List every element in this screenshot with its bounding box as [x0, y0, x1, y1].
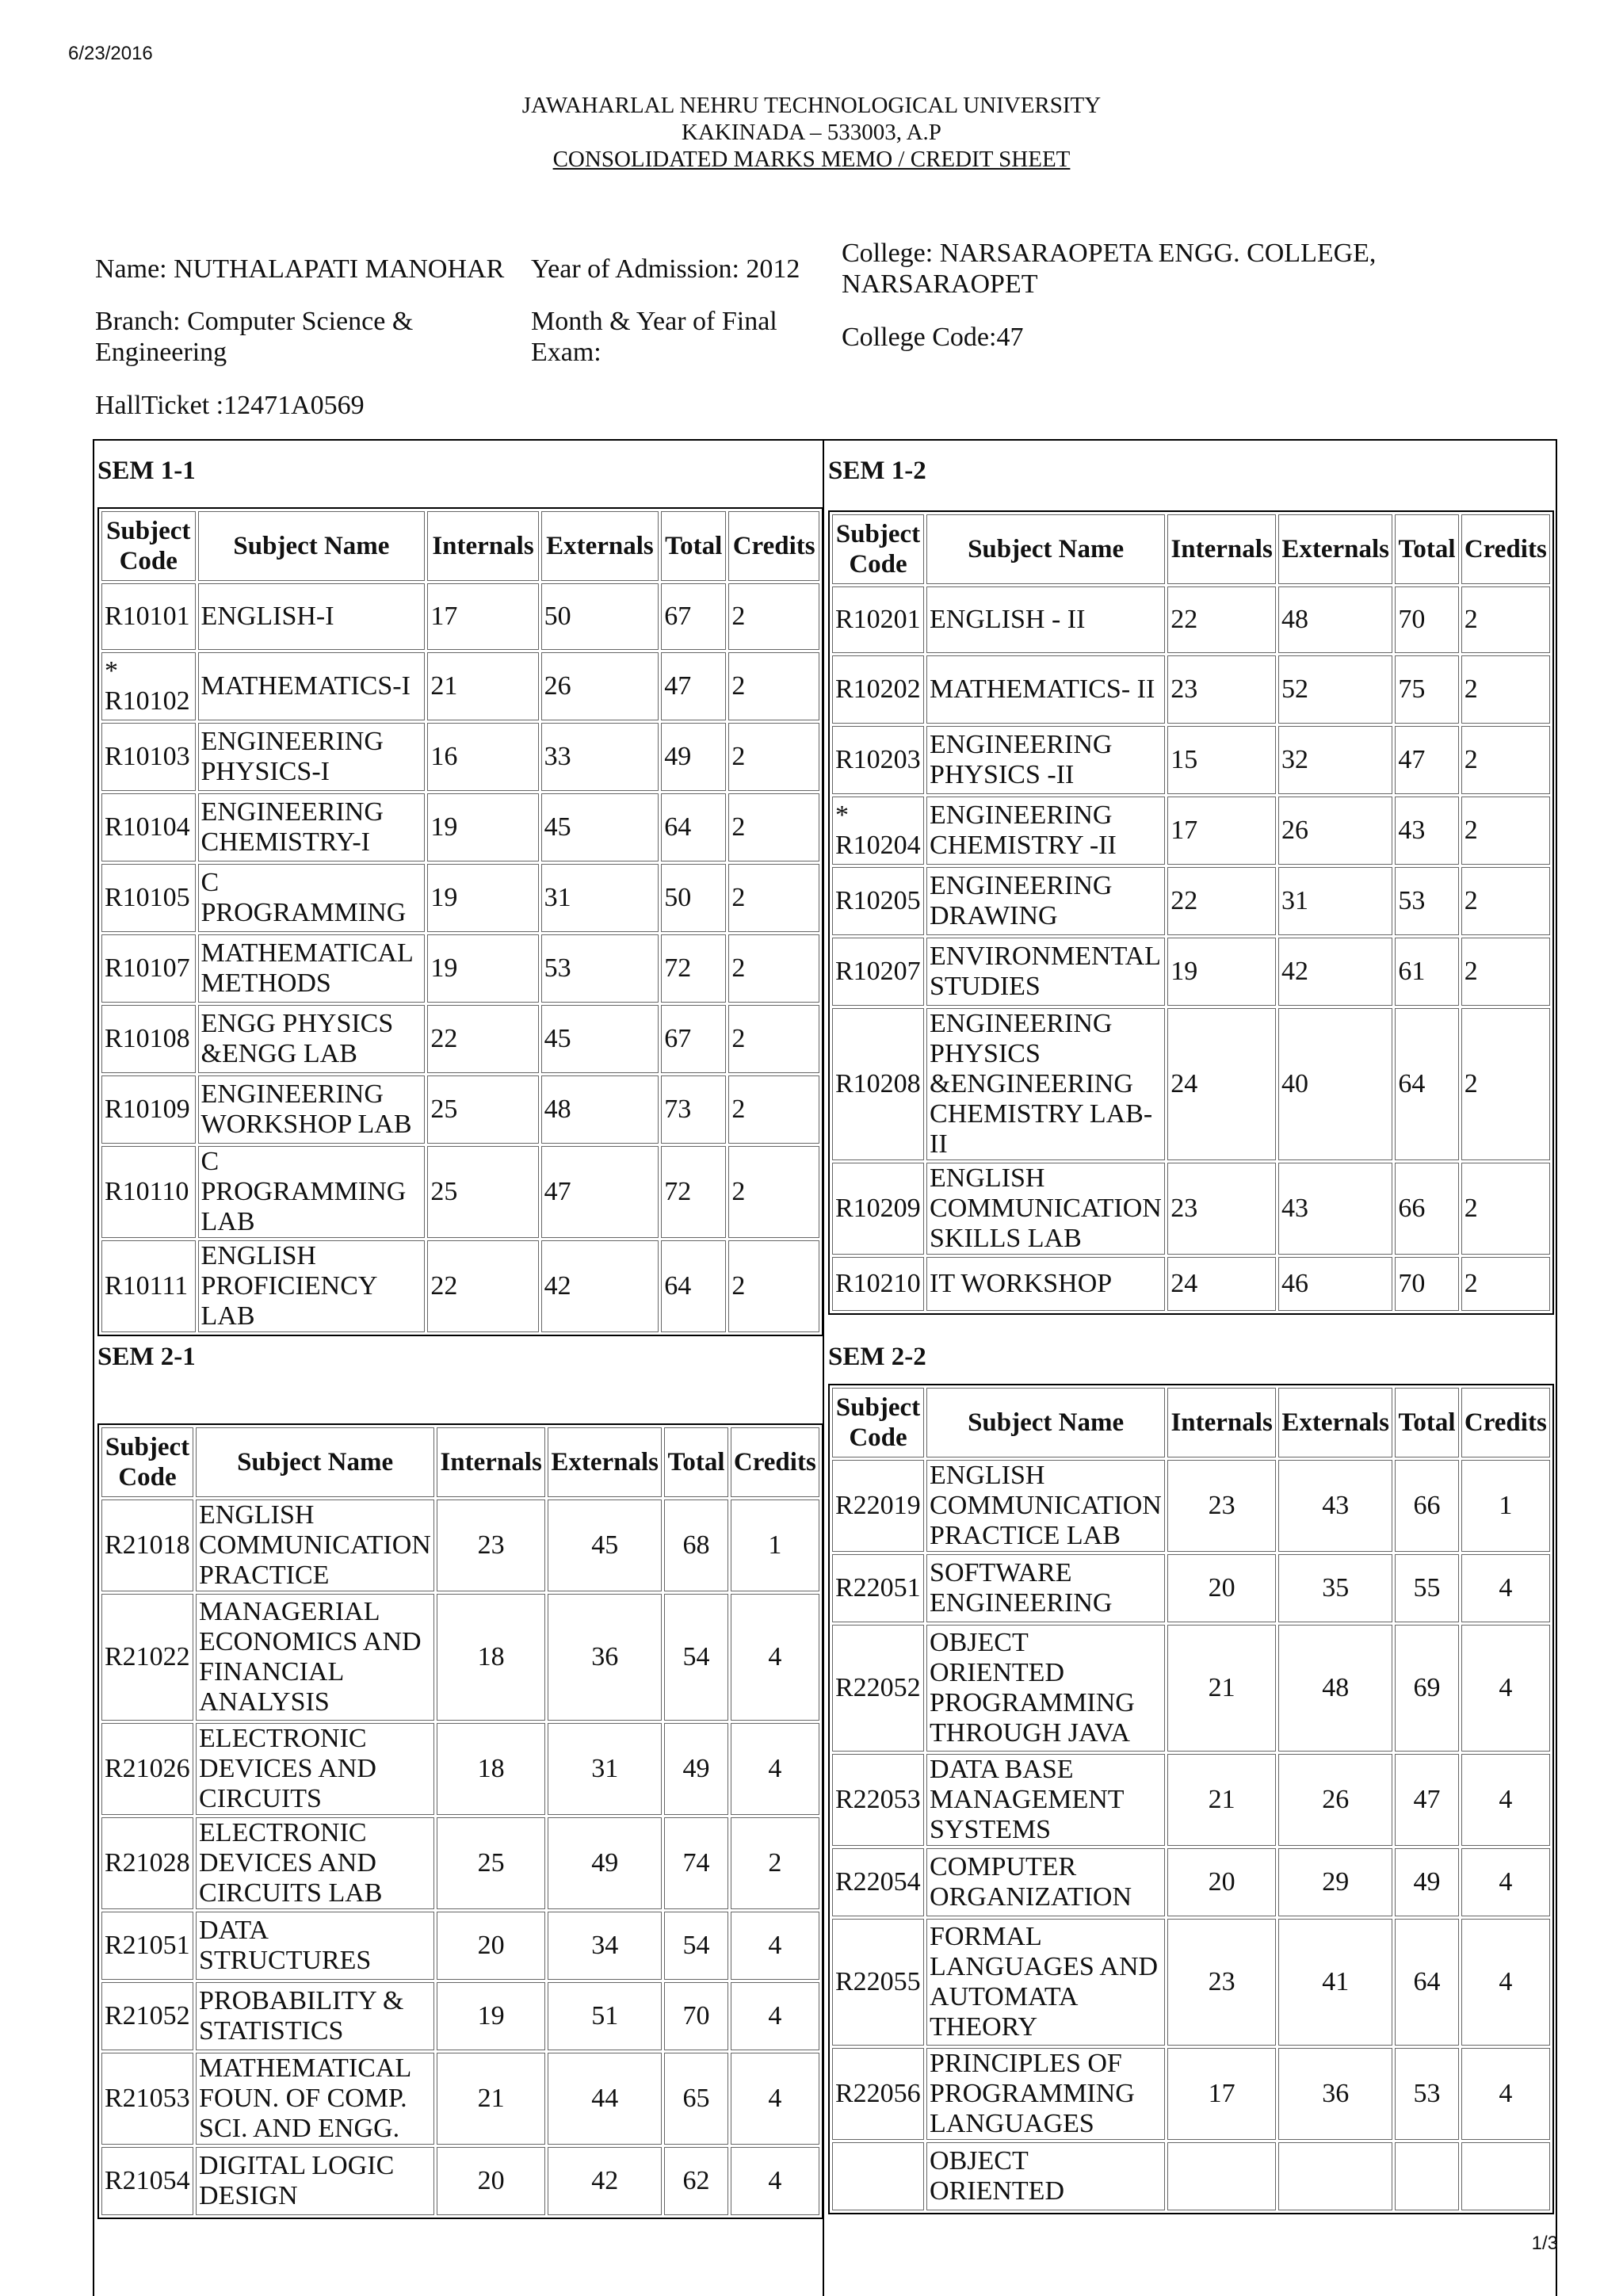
externals: 44: [548, 2053, 662, 2145]
table-row: [101, 1817, 819, 1909]
total: 50: [661, 864, 726, 932]
subject-code: R21051: [101, 1912, 193, 1980]
credits: 2: [728, 583, 819, 650]
column-header: Subject Name: [196, 1427, 434, 1497]
credits: 1: [1461, 1460, 1550, 1552]
externals: 36: [548, 1594, 662, 1721]
university-name: JAWAHARLAL NEHRU TECHNOLOGICAL UNIVERSITY: [521, 93, 1102, 118]
table-row: [832, 586, 1550, 653]
table-row: [832, 1554, 1550, 1622]
table-row: [832, 655, 1550, 724]
externals: 45: [541, 793, 659, 861]
subject-name: OBJECT ORIENTED: [926, 2142, 1165, 2210]
table-row: [832, 1919, 1550, 2046]
internals: 21: [427, 652, 538, 720]
credits: 4: [1461, 1625, 1550, 1752]
total: 64: [661, 1240, 726, 1332]
total: 61: [1395, 938, 1458, 1006]
internals: [1167, 2142, 1276, 2210]
externals: 48: [1278, 586, 1392, 653]
total: 70: [1395, 586, 1458, 653]
total: 49: [1395, 1848, 1458, 1916]
internals: 23: [1167, 1460, 1276, 1552]
subject-code: R22051: [832, 1554, 924, 1622]
externals: 50: [541, 583, 659, 650]
externals: 46: [1278, 1257, 1392, 1311]
subject-code: R10203: [832, 726, 924, 794]
subject-name: DATA BASE MANAGEMENT SYSTEMS: [926, 1754, 1165, 1846]
semester-title: SEM 2-2: [828, 1343, 926, 1371]
total: 47: [661, 652, 726, 720]
table-row: [832, 1008, 1550, 1160]
table-row: [832, 1754, 1550, 1846]
subject-name: ENGLISH-I: [198, 583, 426, 650]
subject-code: R10105: [101, 864, 196, 932]
subject-code: R21053: [101, 2053, 193, 2145]
internals: 20: [437, 1912, 545, 1980]
externals: 45: [541, 1005, 659, 1073]
marks-table: [828, 1384, 1554, 2214]
table-row: [832, 938, 1550, 1006]
internals: 22: [1167, 586, 1276, 653]
page-number: 1/3: [1531, 2233, 1558, 2254]
subject-code: R22056: [832, 2048, 924, 2140]
externals: 48: [1278, 1625, 1392, 1752]
subject-name: ENGLISH COMMUNICATION PRACTICE: [196, 1499, 434, 1591]
column-header: Externals: [548, 1427, 662, 1497]
subject-code: * R10102: [101, 652, 196, 720]
total: 49: [664, 1723, 727, 1815]
internals: 19: [427, 934, 538, 1003]
credits: 2: [1461, 1257, 1550, 1311]
credits: 4: [731, 2147, 819, 2215]
internals: 18: [437, 1723, 545, 1815]
total: 54: [664, 1594, 727, 1721]
total: 65: [664, 2053, 727, 2145]
subject-name: ENGINEERING PHYSICS-I: [198, 723, 426, 791]
total: 64: [1395, 1008, 1458, 1160]
subject-name: MATHEMATICAL FOUN. OF COMP. SCI. AND ENGG.: [196, 2053, 434, 2145]
column-header: Subject Code: [101, 511, 196, 581]
subject-code: R22054: [832, 1848, 924, 1916]
table-row: [101, 2053, 819, 2145]
column-header: Credits: [728, 511, 819, 581]
subject-name: ENGLISH PROFICIENCY LAB: [198, 1240, 426, 1332]
externals: 42: [1278, 938, 1392, 1006]
credits: 2: [731, 1817, 819, 1909]
subject-code: R21028: [101, 1817, 193, 1909]
subject-code: R21018: [101, 1499, 193, 1591]
subject-code: R10202: [832, 655, 924, 724]
subject-code: R10108: [101, 1005, 196, 1073]
subject-name: C PROGRAMMING: [198, 864, 426, 932]
print-date: 6/23/2016: [68, 43, 153, 64]
credits: 4: [731, 1982, 819, 2050]
externals: 40: [1278, 1008, 1392, 1160]
internals: 25: [437, 1817, 545, 1909]
total: 70: [664, 1982, 727, 2050]
total: 49: [661, 723, 726, 791]
externals: 35: [1278, 1554, 1392, 1622]
table-row: [101, 1912, 819, 1980]
subject-code: R10109: [101, 1075, 196, 1144]
credits: 2: [728, 1075, 819, 1144]
internals: 19: [427, 864, 538, 932]
column-header: Credits: [731, 1427, 819, 1497]
table-row: [101, 1240, 819, 1332]
table-row: [832, 1625, 1550, 1752]
internals: 20: [1167, 1848, 1276, 1916]
hallticket: HallTicket :12471A0569: [95, 391, 365, 420]
internals: 23: [437, 1499, 545, 1591]
credits: 2: [728, 723, 819, 791]
credits: 4: [1461, 1848, 1550, 1916]
table-row: [101, 1723, 819, 1815]
subject-name: ENGLISH COMMUNICATION SKILLS LAB: [926, 1163, 1165, 1255]
total: 54: [664, 1912, 727, 1980]
table-row: [832, 1257, 1550, 1311]
subject-code: R10103: [101, 723, 196, 791]
total: 73: [661, 1075, 726, 1144]
subject-code: R21026: [101, 1723, 193, 1815]
subject-name: ENGINEERING PHYSICS -II: [926, 726, 1165, 794]
subject-code: R21052: [101, 1982, 193, 2050]
subject-name: SOFTWARE ENGINEERING: [926, 1554, 1165, 1622]
externals: 47: [541, 1146, 659, 1238]
subject-code: R21022: [101, 1594, 193, 1721]
externals: 53: [541, 934, 659, 1003]
subject-name: MATHEMATICS- II: [926, 655, 1165, 724]
table-row: [101, 1499, 819, 1591]
table-row: [832, 726, 1550, 794]
subject-name: ENGG PHYSICS &ENGG LAB: [198, 1005, 426, 1073]
table-row: [101, 583, 819, 650]
internals: 17: [427, 583, 538, 650]
externals: 36: [1278, 2048, 1392, 2140]
table-row: [101, 1075, 819, 1144]
credits: 4: [1461, 1754, 1550, 1846]
column-header: Externals: [1278, 514, 1392, 584]
subject-name: ENGLISH COMMUNICATION PRACTICE LAB: [926, 1460, 1165, 1552]
table-row: [832, 1460, 1550, 1552]
internals: 15: [1167, 726, 1276, 794]
externals: 41: [1278, 1919, 1392, 2046]
total: 47: [1395, 726, 1458, 794]
credits: 2: [1461, 1008, 1550, 1160]
college-name: College: NARSARAOPETA ENGG. COLLEGE, NARSARAOPET: [842, 239, 1377, 299]
table-row: [832, 2142, 1550, 2210]
semester-title: SEM 1-1: [97, 457, 196, 485]
table-row: [101, 793, 819, 861]
total: 53: [1395, 867, 1458, 935]
credits: 2: [728, 1240, 819, 1332]
table-row: [101, 723, 819, 791]
credits: 2: [1461, 867, 1550, 935]
subject-code: R22019: [832, 1460, 924, 1552]
table-row: [832, 2048, 1550, 2140]
internals: 19: [437, 1982, 545, 2050]
credits: 4: [1461, 1919, 1550, 2046]
subject-name: PRINCIPLES OF PROGRAMMING LANGUAGES: [926, 2048, 1165, 2140]
table-row: [101, 1594, 819, 1721]
credits: [1461, 2142, 1550, 2210]
subject-code: R22053: [832, 1754, 924, 1846]
subject-code: R10208: [832, 1008, 924, 1160]
memo-title: CONSOLIDATED MARKS MEMO / CREDIT SHEET: [552, 147, 1071, 172]
total: 74: [664, 1817, 727, 1909]
table-row: [832, 1163, 1550, 1255]
total: 55: [1395, 1554, 1458, 1622]
column-header: Subject Name: [926, 1388, 1165, 1457]
credits: 4: [731, 1594, 819, 1721]
table-row: [101, 2147, 819, 2215]
subject-code: R22052: [832, 1625, 924, 1752]
subject-name: MATHEMATICAL METHODS: [198, 934, 426, 1003]
internals: 24: [1167, 1008, 1276, 1160]
semester-title: SEM 1-2: [828, 457, 926, 485]
credits: 2: [1461, 938, 1550, 1006]
internals: 20: [437, 2147, 545, 2215]
column-header: Externals: [1278, 1388, 1392, 1457]
subject-name: ENGINEERING DRAWING: [926, 867, 1165, 935]
semester-title: SEM 2-1: [97, 1343, 196, 1371]
subject-name: ENVIRONMENTAL STUDIES: [926, 938, 1165, 1006]
total: 70: [1395, 1257, 1458, 1311]
internals: 25: [427, 1075, 538, 1144]
internals: 23: [1167, 1919, 1276, 2046]
credits: 2: [728, 934, 819, 1003]
credits: 2: [1461, 726, 1550, 794]
internals: 20: [1167, 1554, 1276, 1622]
subject-name: DIGITAL LOGIC DESIGN: [196, 2147, 434, 2215]
externals: 26: [1278, 1754, 1392, 1846]
externals: 26: [541, 652, 659, 720]
internals: 22: [427, 1240, 538, 1332]
externals: 42: [541, 1240, 659, 1332]
externals: 49: [548, 1817, 662, 1909]
marks-table: [97, 507, 823, 1336]
externals: 29: [1278, 1848, 1392, 1916]
total: 69: [1395, 1625, 1458, 1752]
table-row: [101, 864, 819, 932]
column-header: Internals: [427, 511, 538, 581]
student-name: Name: NUTHALAPATI MANOHAR: [95, 254, 505, 284]
total: 43: [1395, 797, 1458, 865]
subject-code: R10209: [832, 1163, 924, 1255]
table-row: [832, 867, 1550, 935]
subject-name: PROBABILITY & STATISTICS: [196, 1982, 434, 2050]
internals: 18: [437, 1594, 545, 1721]
subject-name: C PROGRAMMING LAB: [198, 1146, 426, 1238]
internals: 17: [1167, 797, 1276, 865]
externals: 31: [1278, 867, 1392, 935]
university-address: KAKINADA – 533003, A.P: [682, 120, 941, 145]
subject-name: ELECTRONIC DEVICES AND CIRCUITS LAB: [196, 1817, 434, 1909]
credits: 4: [731, 2053, 819, 2145]
marks-table: [828, 510, 1554, 1315]
subject-code: * R10204: [832, 797, 924, 865]
total: 75: [1395, 655, 1458, 724]
internals: 22: [1167, 867, 1276, 935]
subject-code: R22055: [832, 1919, 924, 2046]
letterhead: [0, 92, 1623, 173]
total: 64: [661, 793, 726, 861]
credits: 2: [728, 864, 819, 932]
externals: 48: [541, 1075, 659, 1144]
total: 62: [664, 2147, 727, 2215]
table-row: [101, 1982, 819, 2050]
subject-name: ENGINEERING CHEMISTRY -II: [926, 797, 1165, 865]
total: 72: [661, 1146, 726, 1238]
internals: 16: [427, 723, 538, 791]
subject-name: MANAGERIAL ECONOMICS AND FINANCIAL ANALYSIS: [196, 1594, 434, 1721]
externals: 31: [548, 1723, 662, 1815]
column-header: Credits: [1461, 1388, 1550, 1457]
externals: 52: [1278, 655, 1392, 724]
subject-code: R10110: [101, 1146, 196, 1238]
externals: 51: [548, 1982, 662, 2050]
credits: 4: [1461, 2048, 1550, 2140]
credits: 2: [1461, 655, 1550, 724]
credits: 2: [1461, 1163, 1550, 1255]
externals: 34: [548, 1912, 662, 1980]
externals: 32: [1278, 726, 1392, 794]
total: 64: [1395, 1919, 1458, 2046]
externals: [1278, 2142, 1392, 2210]
subject-code: R10111: [101, 1240, 196, 1332]
year-of-admission: Year of Admission: 2012: [531, 254, 800, 284]
table-row: [101, 1146, 819, 1238]
internals: 21: [437, 2053, 545, 2145]
table-row: [832, 1848, 1550, 1916]
subject-name: FORMAL LANGUAGES AND AUTOMATA THEORY: [926, 1919, 1165, 2046]
column-header: Internals: [437, 1427, 545, 1497]
total: 66: [1395, 1163, 1458, 1255]
internals: 21: [1167, 1754, 1276, 1846]
total: 72: [661, 934, 726, 1003]
subject-name: ENGLISH - II: [926, 586, 1165, 653]
subject-name: ELECTRONIC DEVICES AND CIRCUITS: [196, 1723, 434, 1815]
column-header: Total: [1395, 514, 1458, 584]
column-header: Subject Code: [832, 514, 924, 584]
externals: 31: [541, 864, 659, 932]
column-header: Subject Name: [198, 511, 426, 581]
subject-name: ENGINEERING WORKSHOP LAB: [198, 1075, 426, 1144]
internals: 19: [427, 793, 538, 861]
credits: 4: [1461, 1554, 1550, 1622]
credits: 4: [731, 1723, 819, 1815]
subject-code: R10201: [832, 586, 924, 653]
total: 53: [1395, 2048, 1458, 2140]
column-header: Subject Code: [832, 1388, 924, 1457]
externals: 43: [1278, 1460, 1392, 1552]
externals: 26: [1278, 797, 1392, 865]
column-header: Total: [664, 1427, 727, 1497]
branch: Branch: Computer Science & Engineering: [95, 307, 414, 367]
credits: 2: [728, 793, 819, 861]
column-header: Total: [1395, 1388, 1458, 1457]
subject-code: R10207: [832, 938, 924, 1006]
internals: 24: [1167, 1257, 1276, 1311]
column-header: Externals: [541, 511, 659, 581]
internals: 25: [427, 1146, 538, 1238]
total: 68: [664, 1499, 727, 1591]
credits: 4: [731, 1912, 819, 1980]
subject-code: R10107: [101, 934, 196, 1003]
internals: 17: [1167, 2048, 1276, 2140]
college-code: College Code:47: [842, 323, 1024, 352]
internals: 19: [1167, 938, 1276, 1006]
table-row: [101, 1005, 819, 1073]
table-row: [101, 652, 819, 720]
total: [1395, 2142, 1458, 2210]
column-header: Credits: [1461, 514, 1550, 584]
internals: 22: [427, 1005, 538, 1073]
subject-name: DATA STRUCTURES: [196, 1912, 434, 1980]
subject-name: MATHEMATICS-I: [198, 652, 426, 720]
marks-table: [97, 1423, 823, 2219]
credits: 2: [1461, 586, 1550, 653]
table-row: [101, 934, 819, 1003]
column-header: Internals: [1167, 514, 1276, 584]
credits: 2: [728, 1005, 819, 1073]
column-header: Subject Code: [101, 1427, 193, 1497]
externals: 42: [548, 2147, 662, 2215]
subject-name: COMPUTER ORGANIZATION: [926, 1848, 1165, 1916]
total: 66: [1395, 1460, 1458, 1552]
subject-code: R10104: [101, 793, 196, 861]
column-header: Subject Name: [926, 514, 1165, 584]
subject-code: R10205: [832, 867, 924, 935]
externals: 43: [1278, 1163, 1392, 1255]
internals: 21: [1167, 1625, 1276, 1752]
credits: 2: [728, 652, 819, 720]
total: 67: [661, 1005, 726, 1073]
subject-code: R10210: [832, 1257, 924, 1311]
externals: 45: [548, 1499, 662, 1591]
subject-code: [832, 2142, 924, 2210]
subject-code: R10101: [101, 583, 196, 650]
marks-sheet: [93, 439, 1557, 2296]
internals: 23: [1167, 1163, 1276, 1255]
subject-name: ENGINEERING PHYSICS &ENGINEERING CHEMISTRY LAB-II: [926, 1008, 1165, 1160]
table-row: [832, 797, 1550, 865]
internals: 23: [1167, 655, 1276, 724]
externals: 33: [541, 723, 659, 791]
subject-code: R21054: [101, 2147, 193, 2215]
total: 47: [1395, 1754, 1458, 1846]
subject-name: OBJECT ORIENTED PROGRAMMING THROUGH JAVA: [926, 1625, 1165, 1752]
credits: 2: [728, 1146, 819, 1238]
credits: 1: [731, 1499, 819, 1591]
credits: 2: [1461, 797, 1550, 865]
column-header: Total: [661, 511, 726, 581]
final-exam-date: Month & Year of Final Exam:: [531, 307, 777, 367]
column-header: Internals: [1167, 1388, 1276, 1457]
subject-name: ENGINEERING CHEMISTRY-I: [198, 793, 426, 861]
subject-name: IT WORKSHOP: [926, 1257, 1165, 1311]
total: 67: [661, 583, 726, 650]
